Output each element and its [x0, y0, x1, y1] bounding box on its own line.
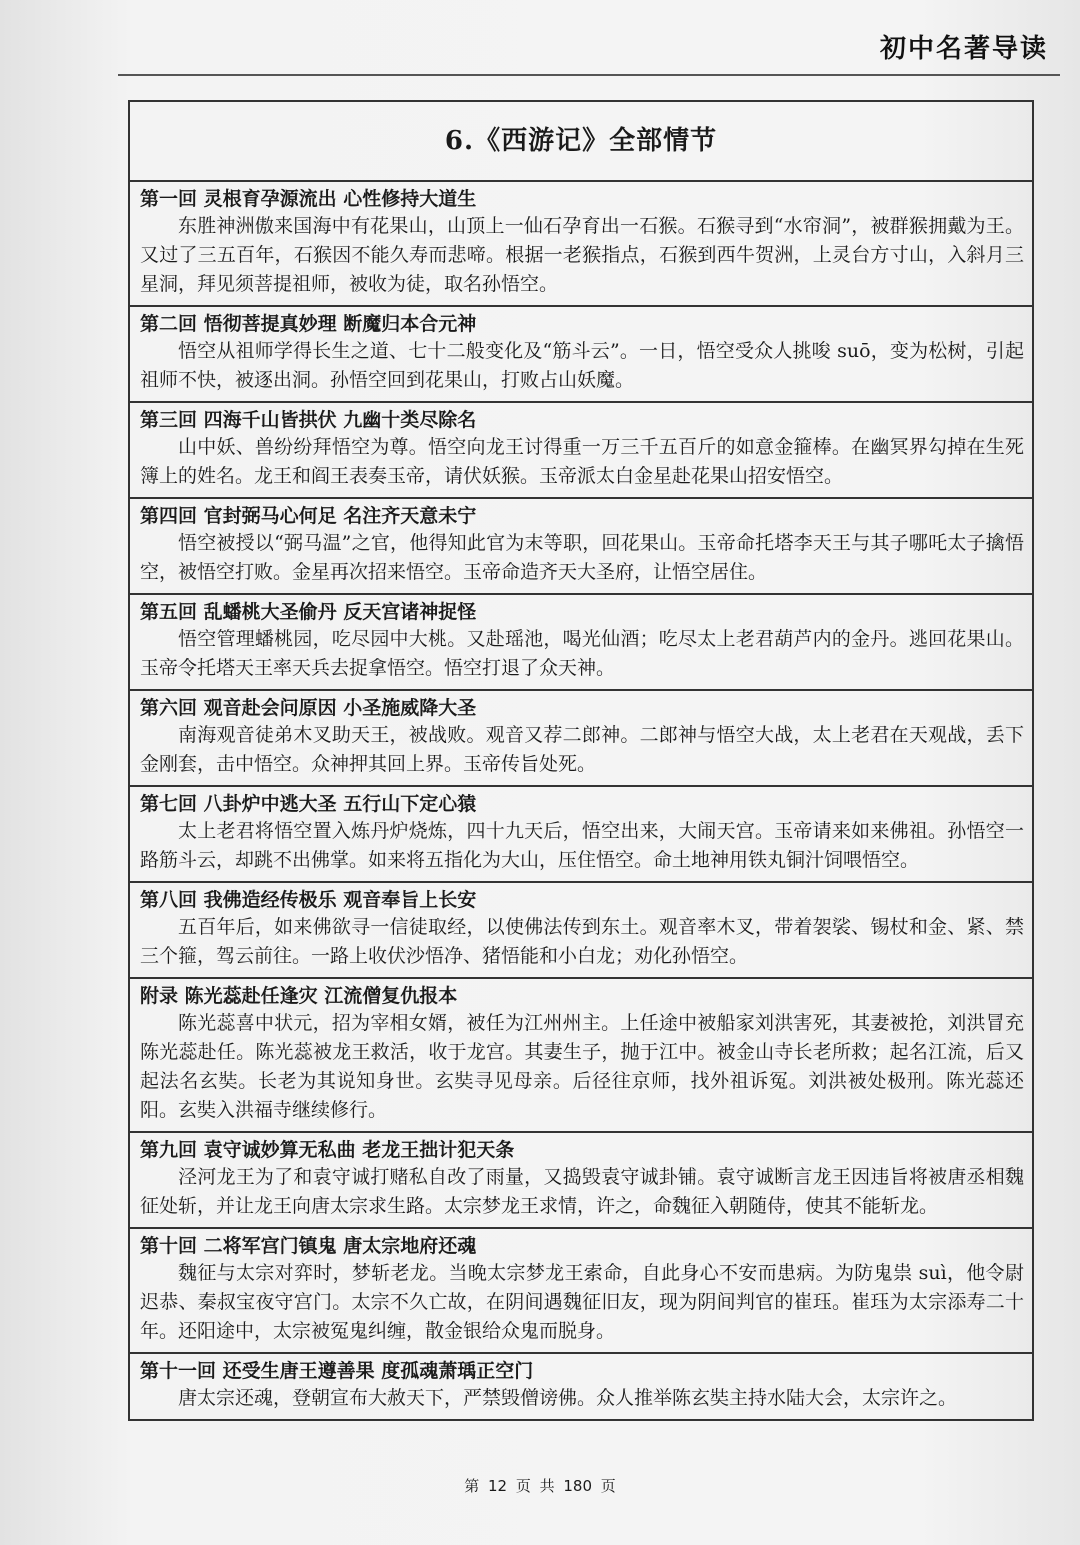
chapter-heading: 第十一回 还受生唐王遵善果 度孤魂萧瑀正空门 — [140, 1360, 534, 1382]
chapter-section — [130, 979, 1032, 1133]
chapter-heading: 附录 陈光蕊赴任逢灾 江流僧复仇报本 — [140, 985, 458, 1007]
chapter-section — [130, 883, 1032, 979]
chapter-heading: 第五回 乱蟠桃大圣偷丹 反天宫诸神捉怪 — [140, 601, 477, 623]
chapter-section — [130, 787, 1032, 883]
chapter-summary: 东胜神洲傲来国海中有花果山，山顶上一仙石孕育出一石猴。石猴寻到“水帘洞”，被群猴拥戴为王。又过了三五百年，石猴因不能久寿而悲啼。根据一老猴指点，石猴到西牛贺洲，上灵台方寸山，入斜月三星洞，拜见须菩提祖师，被收为徒，取名孙悟空。 — [140, 215, 1024, 295]
chapter-heading: 第三回 四海千山皆拱伏 九幽十类尽除名 — [140, 409, 477, 431]
chapter-section — [130, 595, 1032, 691]
chapter-heading: 第一回 灵根育孕源流出 心性修持大道生 — [140, 188, 477, 210]
chapter-section — [130, 307, 1032, 403]
header-rule — [118, 74, 1060, 76]
chapter-heading: 第六回 观音赴会问原因 小圣施威降大圣 — [140, 697, 477, 719]
chapter-section — [130, 499, 1032, 595]
chapter-heading: 第十回 二将军宫门镇鬼 唐太宗地府还魂 — [140, 1235, 477, 1257]
chapter-summary: 山中妖、兽纷纷拜悟空为尊。悟空向龙王讨得重一万三千五百斤的如意金箍棒。在幽冥界勾掉在生死簿上的姓名。龙王和阎王表奏玉帝，请伏妖猴。玉帝派太白金星赴花果山招安悟空。 — [140, 436, 1024, 487]
chapter-summary: 悟空被授以“弼马温”之官，他得知此官为末等职，回花果山。玉帝命托塔李天王与其子哪吒太子擒悟空，被悟空打败。金星再次招来悟空。玉帝命造齐天大圣府，让悟空居住。 — [140, 532, 1024, 583]
chapter-summary: 五百年后，如来佛欲寻一信徒取经，以使佛法传到东土。观音率木叉，带着袈裟、锡杖和金、紧、禁三个箍，驾云前往。一路上收伏沙悟净、猪悟能和小白龙；劝化孙悟空。 — [140, 916, 1024, 967]
chapter-section — [130, 691, 1032, 787]
book-series-title: 初中名著导读 — [879, 34, 1048, 64]
document-title: 6.《西游记》全部情节 — [130, 102, 1032, 182]
chapter-summary: 魏征与太宗对弈时，梦斩老龙。当晚太宗梦龙王索命，自此身心不安而患病。为防鬼祟 suì，他令尉迟恭、秦叔宝夜守宫门。太宗不久亡故，在阴间遇魏征旧友，现为阴间判官的崔珏。崔珏为太宗添寿二十年。还阳途中，太宗被冤鬼纠缠，散金银给众鬼而脱身。 — [140, 1262, 1024, 1342]
chapter-section — [130, 1354, 1032, 1419]
content-frame — [128, 100, 1034, 1421]
chapter-heading: 第九回 袁守诚妙算无私曲 老龙王拙计犯天条 — [140, 1139, 515, 1161]
chapter-summary: 悟空管理蟠桃园，吃尽园中大桃。又赴瑶池，喝光仙酒；吃尽太上老君葫芦内的金丹。逃回花果山。玉帝令托塔天王率天兵去捉拿悟空。悟空打退了众天神。 — [140, 628, 1024, 679]
chapter-section — [130, 403, 1032, 499]
chapter-summary: 南海观音徒弟木叉助天王，被战败。观音又荐二郎神。二郎神与悟空大战，太上老君在天观战，丢下金刚套，击中悟空。众神押其回上界。玉帝传旨处死。 — [140, 724, 1024, 775]
chapter-heading: 第七回 八卦炉中逃大圣 五行山下定心猿 — [140, 793, 477, 815]
chapter-section — [130, 1229, 1032, 1354]
chapter-summary: 太上老君将悟空置入炼丹炉烧炼，四十九天后，悟空出来，大闹天宫。玉帝请来如来佛祖。孙悟空一路筋斗云，却跳不出佛掌。如来将五指化为大山，压住悟空。命土地神用铁丸铜汁饲喂悟空。 — [140, 820, 1024, 871]
chapter-summary: 悟空从祖师学得长生之道、七十二般变化及“筋斗云”。一日，悟空受众人挑唆 suō，变为松树，引起祖师不快，被逐出洞。孙悟空回到花果山，打败占山妖魔。 — [140, 340, 1024, 391]
chapter-section — [130, 182, 1032, 307]
chapter-heading: 第八回 我佛造经传极乐 观音奉旨上长安 — [140, 889, 477, 911]
chapter-summary: 陈光蕊喜中状元，招为宰相女婿，被任为江州州主。上任途中被船家刘洪害死，其妻被抢，刘洪冒充陈光蕊赴任。陈光蕊被龙王救活，收于龙宫。其妻生子，抛于江中。被金山寺长老所救；起名江流，后又起法名玄奘。长老为其说知身世。玄奘寻见母亲。后径往京师，找外祖诉冤。刘洪被处极刑。陈光蕊还阳。玄奘入洪福寺继续修行。 — [140, 1012, 1024, 1121]
chapter-heading: 第二回 悟彻菩提真妙理 断魔归本合元神 — [140, 313, 477, 335]
page-number: 第 12 页 共 180 页 — [464, 1477, 616, 1495]
chapter-section — [130, 1133, 1032, 1229]
chapter-summary: 唐太宗还魂，登朝宣布大赦天下，严禁毁僧谤佛。众人推举陈玄奘主持水陆大会，太宗许之。 — [178, 1387, 958, 1409]
chapter-summary: 泾河龙王为了和袁守诚打赌私自改了雨量，又捣毁袁守诚卦铺。袁守诚断言龙王因违旨将被唐丞相魏征处斩，并让龙王向唐太宗求生路。太宗梦龙王求情，许之，命魏征入朝随侍，使其不能斩龙。 — [140, 1166, 1024, 1217]
chapter-heading: 第四回 官封弼马心何足 名注齐天意未宁 — [140, 505, 477, 527]
